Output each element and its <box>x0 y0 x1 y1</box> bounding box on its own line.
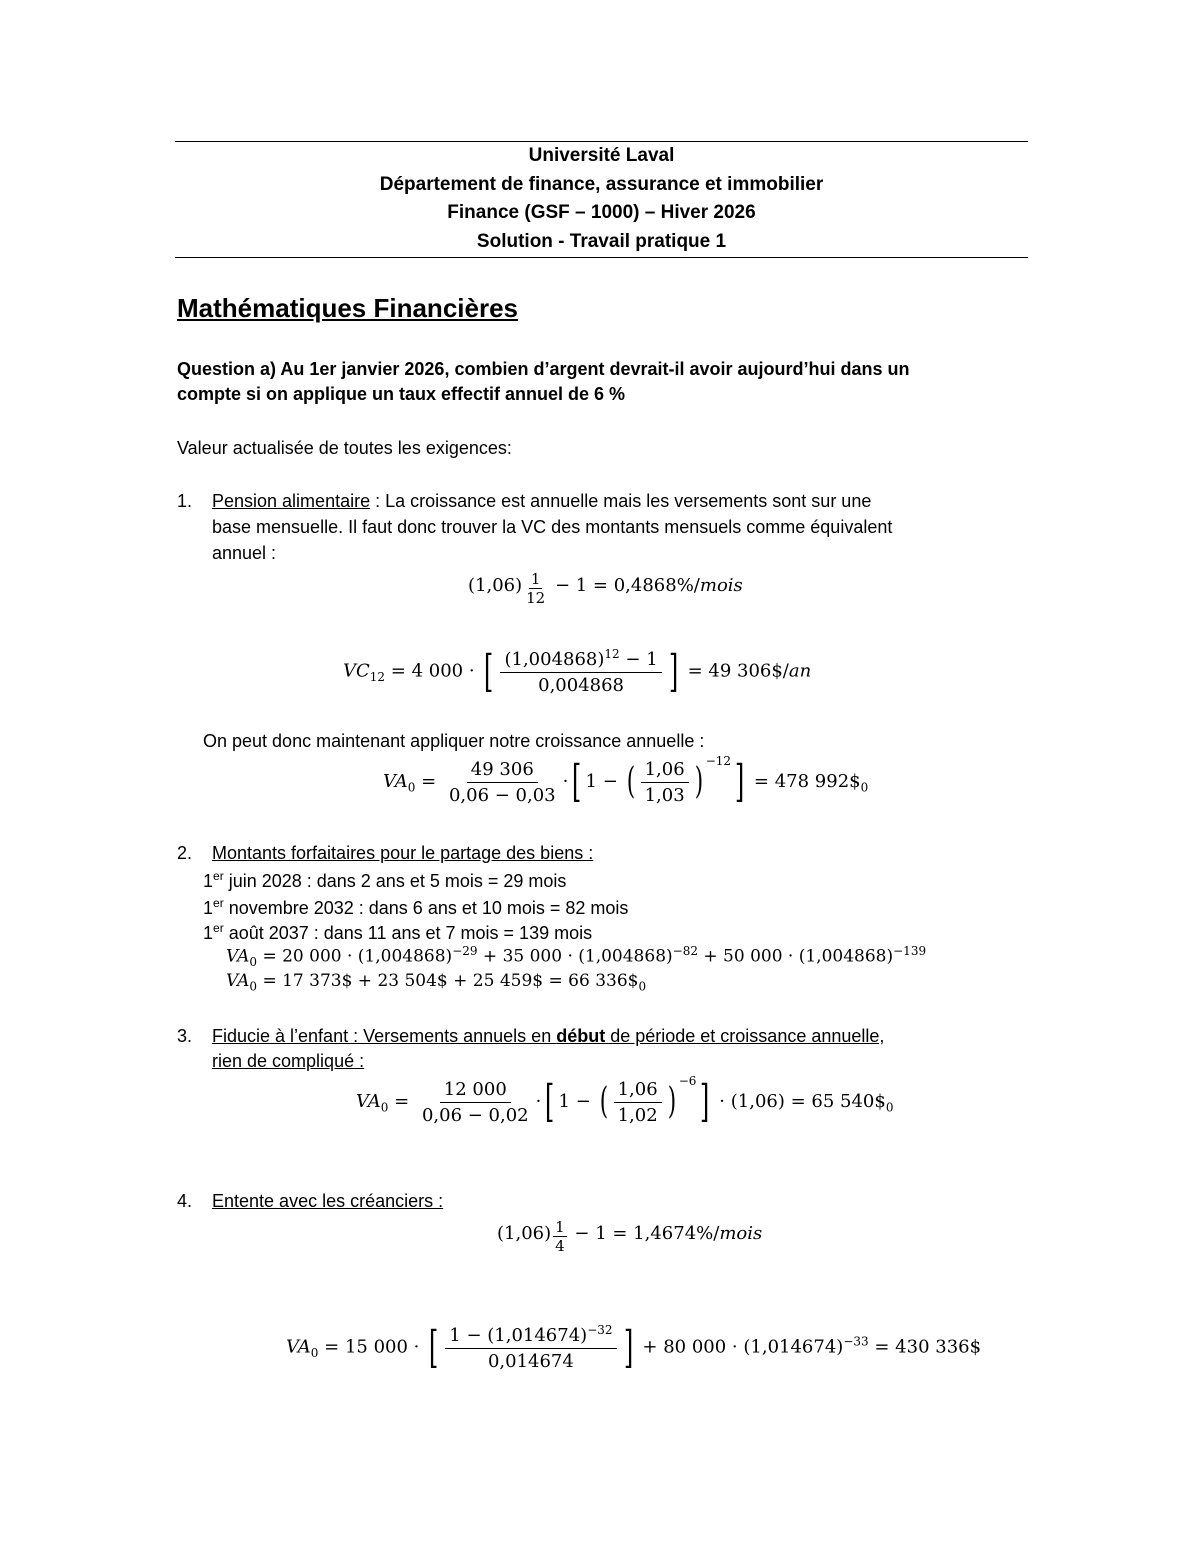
date-sup: er <box>213 921 224 935</box>
va-equals: = <box>388 1091 415 1112</box>
date-day: 1 <box>203 871 214 891</box>
va-fraction <box>445 759 560 806</box>
vc-sub: 12 <box>369 670 386 685</box>
vc-denominator: 0,004868 <box>538 675 625 696</box>
section-title: Mathématiques Financières <box>177 293 518 323</box>
va-denominator: 0,06 − 0,03 <box>448 784 556 806</box>
vc-num-base: (1,004868) <box>504 649 605 670</box>
va-result-sub: 0 <box>885 1100 894 1115</box>
left-paren: ( <box>599 1081 608 1122</box>
va-denominator: 0,014674 <box>487 1351 574 1372</box>
date-sup: er <box>213 869 224 883</box>
item-1-title: Pension alimentaire <box>212 491 371 511</box>
va-sub: 0 <box>310 1346 319 1361</box>
date-text: juin 2028 : dans 2 ans et 5 mois = 29 mois <box>223 871 567 891</box>
vc-num-exp: 12 <box>604 647 620 661</box>
right-paren: ) <box>694 761 703 802</box>
va-num-base: 1 − (1,014674) <box>449 1325 588 1346</box>
eq-rest: − 1 = 0,4868%/ <box>549 575 700 596</box>
item-2-date-3 <box>203 921 592 944</box>
item-1-line-1 <box>212 491 871 512</box>
date-day: 1 <box>203 898 214 918</box>
intro-text: Valeur actualisée de toutes les exigences: <box>177 438 512 458</box>
title-bold: début <box>556 1026 606 1046</box>
eq-base: (1,06) <box>497 1223 552 1244</box>
term-2: + 35 000 · (1,004868) <box>477 946 673 967</box>
exp-3: −139 <box>893 944 927 958</box>
va-label: VA <box>286 1336 311 1358</box>
va-sub: 0 <box>407 780 416 795</box>
eq-exponent-fraction <box>524 570 547 607</box>
va-numerator: 49 306 <box>467 759 538 783</box>
va-denominator: 0,06 − 0,02 <box>421 1104 529 1126</box>
item-4-number: 4. <box>177 1191 193 1211</box>
vc-num-rest: − 1 <box>619 649 658 670</box>
item-4-equation-rate <box>497 1218 762 1255</box>
va-label: VA <box>356 1091 381 1112</box>
exp-den: 4 <box>555 1237 565 1255</box>
document-title: Solution - Travail pratique 1 <box>476 231 727 252</box>
ratio-den: 1,03 <box>644 784 685 806</box>
right-bracket: ] <box>700 1076 710 1127</box>
right-bracket: ] <box>623 1321 633 1373</box>
item-1-equation-monthly-rate <box>468 570 743 607</box>
va-numerator: 12 000 <box>440 1079 511 1103</box>
va-fraction <box>445 1323 616 1372</box>
item-1-line-3: annuel : <box>212 543 277 563</box>
ratio-num: 1,06 <box>614 1079 662 1103</box>
va-label: VA <box>226 946 250 967</box>
date-text: novembre 2032 : dans 6 ans et 10 mois = 82 mois <box>223 898 629 918</box>
va-sub: 0 <box>249 955 258 970</box>
left-paren: ( <box>626 761 635 802</box>
item-2-date-2 <box>203 896 628 919</box>
date-sup: er <box>213 896 224 910</box>
department-name: Département de finance, assurance et immobilier <box>379 174 824 195</box>
right-paren: ) <box>667 1081 676 1122</box>
item-1-line-2: base mensuelle. Il faut donc trouver la VC des montants mensuels comme équivalent <box>212 517 893 537</box>
question-line-1: Question a) Au 1er janvier 2026, combien d’argent devrait-il avoir aujourd’hui dans un <box>177 359 910 379</box>
exp-num: 1 <box>530 570 541 588</box>
item-1-equation-va <box>383 754 868 806</box>
exp-1: −29 <box>452 944 478 958</box>
item-2-title: Montants forfaitaires pour le partage des biens : <box>212 843 594 863</box>
va-inner-open: 1 − <box>585 771 624 792</box>
va-fraction <box>418 1079 533 1126</box>
va-dot: · <box>535 1091 542 1112</box>
va-label: VA <box>226 971 250 991</box>
vc-multiplier: = 4 000 · <box>385 660 481 682</box>
header-top-rule <box>175 141 1028 142</box>
va-inner-open: 1 − <box>558 1091 597 1112</box>
va-result: = 478 992$ <box>748 771 861 792</box>
right-bracket: ] <box>734 756 745 807</box>
exp-den: 12 <box>526 589 546 607</box>
ratio-num: 1,06 <box>641 759 689 783</box>
va-numerator <box>445 1323 616 1349</box>
va-multiplier: = 15 000 · <box>318 1336 426 1358</box>
left-bracket: [ <box>428 1321 439 1373</box>
item-1-line-1-rest: : La croissance est annuelle mais les versements sont sur une <box>370 491 872 511</box>
va-ratio <box>614 1079 662 1126</box>
va-exponent: −12 <box>705 754 732 768</box>
va-balloon-term: + 80 000 · (1,014674) <box>636 1336 844 1358</box>
va-label: VA <box>383 771 408 792</box>
eq-unit: mois <box>699 575 743 596</box>
va-exponent: −6 <box>678 1074 697 1088</box>
right-bracket: ] <box>668 645 678 697</box>
item-3-number: 3. <box>177 1026 193 1046</box>
exp-2: −82 <box>672 944 698 958</box>
vc-numerator <box>500 647 661 673</box>
vc-fraction <box>500 647 661 696</box>
item-4-equation-va <box>286 1323 981 1372</box>
term-1: = 20 000 · (1,004868) <box>257 946 453 967</box>
vc-unit: an <box>788 660 812 682</box>
va-result-sub: 0 <box>860 780 869 795</box>
va-sub: 0 <box>249 979 258 994</box>
item-1-number: 1. <box>177 491 193 511</box>
header-bottom-rule <box>175 257 1028 258</box>
exp-num: 1 <box>555 1218 565 1236</box>
question-line-2: compte si on applique un taux effectif annuel de 6 % <box>177 384 626 404</box>
va-result: = 430 336$ <box>868 1336 982 1358</box>
item-2-number: 2. <box>177 843 193 863</box>
left-bracket: [ <box>484 645 494 697</box>
item-2-date-1 <box>203 869 566 892</box>
item-4-title: Entente avec les créanciers : <box>212 1191 444 1211</box>
ratio-den: 1,02 <box>617 1104 658 1126</box>
title-pre: Fiducie à l’enfant : Versements annuels en <box>212 1026 557 1046</box>
va-ratio <box>641 759 689 806</box>
va-num-exp: −32 <box>587 1323 613 1337</box>
item-3-equation-va <box>356 1074 893 1126</box>
item-2-equation-va-sum <box>226 944 926 969</box>
item-1-equation-vc <box>343 647 811 696</box>
term-3: + 50 000 · (1,004868) <box>697 946 894 967</box>
vc-label: VC <box>343 660 370 682</box>
date-text: août 2037 : dans 11 ans et 7 mois = 139 mois <box>223 923 593 943</box>
item-1-note: On peut donc maintenant appliquer notre croissance annuelle : <box>203 731 705 751</box>
university-name: Université Laval <box>528 145 675 166</box>
va-result: · (1,06) = 65 540$ <box>713 1091 886 1112</box>
eq-base: (1,06) <box>468 575 523 596</box>
va-dot: · <box>562 771 569 792</box>
item-3-title-line-2: rien de compliqué : <box>212 1051 365 1071</box>
vc-result: = 49 306$/ <box>681 660 789 682</box>
eq-exponent-fraction <box>553 1218 567 1255</box>
va-balloon-exp: −33 <box>843 1334 869 1349</box>
left-bracket: [ <box>545 1076 555 1127</box>
item-2-equation-va-result <box>226 971 646 993</box>
eq-unit: mois <box>719 1223 763 1244</box>
va-sub: 0 <box>380 1100 389 1115</box>
va-equals: = <box>415 771 442 792</box>
left-bracket: [ <box>572 756 582 807</box>
date-day: 1 <box>203 923 214 943</box>
va-sum-text: = 17 373$ + 23 504$ + 25 459$ = 66 336$ <box>257 971 639 991</box>
eq-rest: − 1 = 1,4674%/ <box>568 1223 720 1244</box>
item-3-title-line-1 <box>212 1026 884 1047</box>
course-title: Finance (GSF – 1000) – Hiver 2026 <box>447 202 756 223</box>
va-result-sub: 0 <box>638 979 647 994</box>
title-post: de période et croissance annuelle, <box>605 1026 885 1046</box>
